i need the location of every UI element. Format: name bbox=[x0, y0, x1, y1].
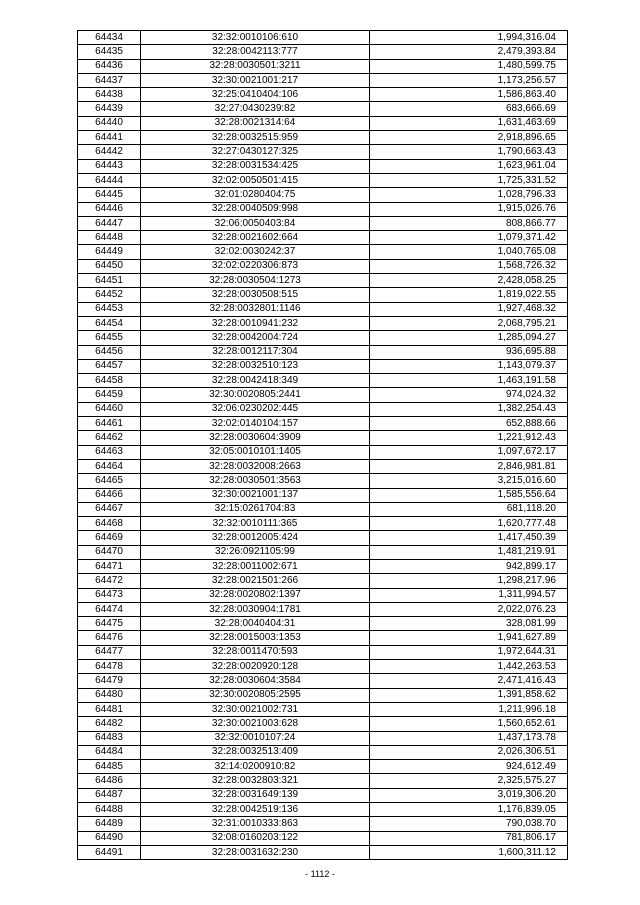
amount-cell: 1,211,996.18 bbox=[370, 702, 568, 716]
amount-cell: 1,586,863.40 bbox=[370, 88, 568, 102]
amount-cell: 2,428,058.25 bbox=[370, 274, 568, 288]
amount-cell: 1,028,796.33 bbox=[370, 188, 568, 202]
data-table bbox=[77, 30, 568, 860]
table-row bbox=[78, 788, 568, 802]
table-row bbox=[78, 274, 568, 288]
amount-cell: 1,623,961.04 bbox=[370, 159, 568, 173]
cadastral-number-cell: 32:28:0010941:232 bbox=[141, 316, 370, 330]
table-row bbox=[78, 717, 568, 731]
cadastral-number-cell: 32:28:0012005:424 bbox=[141, 531, 370, 545]
cadastral-number-cell: 32:27:0430239:82 bbox=[141, 102, 370, 116]
table-row bbox=[78, 374, 568, 388]
amount-cell: 1,040,765.08 bbox=[370, 245, 568, 259]
amount-cell: 790,038.70 bbox=[370, 817, 568, 831]
table-row bbox=[78, 502, 568, 516]
row-id-cell: 64452 bbox=[78, 288, 141, 302]
row-id-cell: 64457 bbox=[78, 359, 141, 373]
row-id-cell: 64438 bbox=[78, 88, 141, 102]
cadastral-number-cell: 32:28:0042113:777 bbox=[141, 45, 370, 59]
amount-cell: 924,612.49 bbox=[370, 760, 568, 774]
amount-cell: 2,325,575.27 bbox=[370, 774, 568, 788]
amount-cell: 1,972,644.31 bbox=[370, 645, 568, 659]
row-id-cell: 64475 bbox=[78, 617, 141, 631]
row-id-cell: 64471 bbox=[78, 559, 141, 573]
row-id-cell: 64481 bbox=[78, 702, 141, 716]
amount-cell: 2,022,076.23 bbox=[370, 602, 568, 616]
amount-cell: 1,097,672.17 bbox=[370, 445, 568, 459]
table-row bbox=[78, 188, 568, 202]
cadastral-number-cell: 32:02:0030242:37 bbox=[141, 245, 370, 259]
row-id-cell: 64435 bbox=[78, 45, 141, 59]
cadastral-number-cell: 32:30:0020805:2595 bbox=[141, 688, 370, 702]
table-row bbox=[78, 145, 568, 159]
cadastral-number-cell: 32:28:0030504:1273 bbox=[141, 274, 370, 288]
table-row bbox=[78, 588, 568, 602]
table-row bbox=[78, 845, 568, 859]
cadastral-number-cell: 32:30:0020805:2441 bbox=[141, 388, 370, 402]
cadastral-number-cell: 32:28:0031534:425 bbox=[141, 159, 370, 173]
amount-cell: 1,391,858.62 bbox=[370, 688, 568, 702]
amount-cell: 781,806.17 bbox=[370, 831, 568, 845]
amount-cell: 328,081.99 bbox=[370, 617, 568, 631]
row-id-cell: 64459 bbox=[78, 388, 141, 402]
cadastral-number-cell: 32:32:0010107:24 bbox=[141, 731, 370, 745]
cadastral-number-cell: 32:26:0921105:99 bbox=[141, 545, 370, 559]
row-id-cell: 64488 bbox=[78, 803, 141, 817]
cadastral-number-cell: 32:28:0011002:671 bbox=[141, 559, 370, 573]
table-row bbox=[78, 288, 568, 302]
table-row bbox=[78, 488, 568, 502]
amount-cell: 1,311,994.57 bbox=[370, 588, 568, 602]
amount-cell: 2,479,393.84 bbox=[370, 45, 568, 59]
row-id-cell: 64486 bbox=[78, 774, 141, 788]
table-row bbox=[78, 745, 568, 759]
cadastral-number-cell: 32:28:0030501:3563 bbox=[141, 474, 370, 488]
table-row bbox=[78, 417, 568, 431]
table-row bbox=[78, 817, 568, 831]
table-row bbox=[78, 445, 568, 459]
amount-cell: 2,846,981.81 bbox=[370, 459, 568, 473]
row-id-cell: 64460 bbox=[78, 402, 141, 416]
table-row bbox=[78, 131, 568, 145]
cadastral-number-cell: 32:08:0160203:122 bbox=[141, 831, 370, 845]
cadastral-number-cell: 32:25:0410404:106 bbox=[141, 88, 370, 102]
cadastral-number-cell: 32:28:0030604:3909 bbox=[141, 431, 370, 445]
amount-cell: 1,915,026.76 bbox=[370, 202, 568, 216]
cadastral-number-cell: 32:28:0020920:128 bbox=[141, 660, 370, 674]
cadastral-number-cell: 32:28:0032515:959 bbox=[141, 131, 370, 145]
row-id-cell: 64485 bbox=[78, 760, 141, 774]
cadastral-number-cell: 32:02:0220306:873 bbox=[141, 259, 370, 273]
table-row bbox=[78, 173, 568, 187]
cadastral-number-cell: 32:28:0040509:998 bbox=[141, 202, 370, 216]
row-id-cell: 64472 bbox=[78, 574, 141, 588]
row-id-cell: 64440 bbox=[78, 116, 141, 130]
row-id-cell: 64450 bbox=[78, 259, 141, 273]
row-id-cell: 64444 bbox=[78, 173, 141, 187]
table-row bbox=[78, 559, 568, 573]
table-row bbox=[78, 231, 568, 245]
amount-cell: 1,480,599.75 bbox=[370, 59, 568, 73]
amount-cell: 1,143,079.37 bbox=[370, 359, 568, 373]
cadastral-number-cell: 32:28:0021602:664 bbox=[141, 231, 370, 245]
amount-cell: 1,442,263.53 bbox=[370, 660, 568, 674]
row-id-cell: 64445 bbox=[78, 188, 141, 202]
amount-cell: 808,866.77 bbox=[370, 216, 568, 230]
table-row bbox=[78, 531, 568, 545]
cadastral-number-cell: 32:28:0032803:321 bbox=[141, 774, 370, 788]
cadastral-number-cell: 32:28:0031632:230 bbox=[141, 845, 370, 859]
amount-cell: 2,471,416.43 bbox=[370, 674, 568, 688]
table-row bbox=[78, 245, 568, 259]
table-row bbox=[78, 388, 568, 402]
cadastral-number-cell: 32:28:0032513:409 bbox=[141, 745, 370, 759]
table-row bbox=[78, 302, 568, 316]
row-id-cell: 64442 bbox=[78, 145, 141, 159]
cadastral-number-cell: 32:14:0200910:82 bbox=[141, 760, 370, 774]
table-row bbox=[78, 760, 568, 774]
row-id-cell: 64456 bbox=[78, 345, 141, 359]
amount-cell: 1,790,663.43 bbox=[370, 145, 568, 159]
cadastral-number-cell: 32:28:0032510:123 bbox=[141, 359, 370, 373]
amount-cell: 1,560,652.61 bbox=[370, 717, 568, 731]
cadastral-number-cell: 32:32:0010111:365 bbox=[141, 517, 370, 531]
cadastral-number-cell: 32:31:0010333:863 bbox=[141, 817, 370, 831]
row-id-cell: 64473 bbox=[78, 588, 141, 602]
table-row bbox=[78, 102, 568, 116]
amount-cell: 1,221,912.43 bbox=[370, 431, 568, 445]
table-row bbox=[78, 359, 568, 373]
table-row bbox=[78, 59, 568, 73]
row-id-cell: 64434 bbox=[78, 31, 141, 45]
amount-cell: 1,382,254.43 bbox=[370, 402, 568, 416]
cadastral-number-cell: 32:30:0021001:137 bbox=[141, 488, 370, 502]
table-row bbox=[78, 545, 568, 559]
table-row bbox=[78, 803, 568, 817]
row-id-cell: 64478 bbox=[78, 660, 141, 674]
amount-cell: 1,298,217.96 bbox=[370, 574, 568, 588]
cadastral-number-cell: 32:02:0140104:157 bbox=[141, 417, 370, 431]
row-id-cell: 64462 bbox=[78, 431, 141, 445]
cadastral-number-cell: 32:28:0042418:349 bbox=[141, 374, 370, 388]
row-id-cell: 64468 bbox=[78, 517, 141, 531]
cadastral-number-cell: 32:32:0010106:610 bbox=[141, 31, 370, 45]
amount-cell: 1,631,463.69 bbox=[370, 116, 568, 130]
row-id-cell: 64484 bbox=[78, 745, 141, 759]
cadastral-number-cell: 32:28:0012117:304 bbox=[141, 345, 370, 359]
row-id-cell: 64441 bbox=[78, 131, 141, 145]
amount-cell: 1,994,316.04 bbox=[370, 31, 568, 45]
page-number: - 1112 - bbox=[305, 869, 335, 879]
cadastral-number-cell: 32:06:0230202:445 bbox=[141, 402, 370, 416]
row-id-cell: 64489 bbox=[78, 817, 141, 831]
table-row bbox=[78, 774, 568, 788]
cadastral-number-cell: 32:28:0021314:64 bbox=[141, 116, 370, 130]
amount-cell: 1,285,094.27 bbox=[370, 331, 568, 345]
row-id-cell: 64476 bbox=[78, 631, 141, 645]
amount-cell: 1,819,022.55 bbox=[370, 288, 568, 302]
table-row bbox=[78, 259, 568, 273]
cadastral-number-cell: 32:28:0011470:593 bbox=[141, 645, 370, 659]
cadastral-number-cell: 32:27:0430127:325 bbox=[141, 145, 370, 159]
amount-cell: 2,918,896.65 bbox=[370, 131, 568, 145]
cadastral-number-cell: 32:28:0030501:3211 bbox=[141, 59, 370, 73]
row-id-cell: 64479 bbox=[78, 674, 141, 688]
cadastral-number-cell: 32:30:0021002:731 bbox=[141, 702, 370, 716]
amount-cell: 683,666.69 bbox=[370, 102, 568, 116]
cadastral-number-cell: 32:28:0042004:724 bbox=[141, 331, 370, 345]
amount-cell: 2,026,306.51 bbox=[370, 745, 568, 759]
cadastral-number-cell: 32:30:0021003:628 bbox=[141, 717, 370, 731]
table-row bbox=[78, 459, 568, 473]
row-id-cell: 64451 bbox=[78, 274, 141, 288]
amount-cell: 942,899.17 bbox=[370, 559, 568, 573]
table-row bbox=[78, 702, 568, 716]
amount-cell: 2,068,795.21 bbox=[370, 316, 568, 330]
table-body bbox=[78, 31, 568, 860]
amount-cell: 1,585,556.64 bbox=[370, 488, 568, 502]
cadastral-number-cell: 32:02:0050501:415 bbox=[141, 173, 370, 187]
row-id-cell: 64463 bbox=[78, 445, 141, 459]
cadastral-number-cell: 32:28:0032801:1146 bbox=[141, 302, 370, 316]
amount-cell: 1,600,311.12 bbox=[370, 845, 568, 859]
row-id-cell: 64490 bbox=[78, 831, 141, 845]
row-id-cell: 64458 bbox=[78, 374, 141, 388]
cadastral-number-cell: 32:28:0020802:1397 bbox=[141, 588, 370, 602]
amount-cell: 1,481,219.91 bbox=[370, 545, 568, 559]
table-row bbox=[78, 31, 568, 45]
table-row bbox=[78, 831, 568, 845]
row-id-cell: 64443 bbox=[78, 159, 141, 173]
table-row bbox=[78, 345, 568, 359]
amount-cell: 3,019,306.20 bbox=[370, 788, 568, 802]
cadastral-number-cell: 32:15:0261704:83 bbox=[141, 502, 370, 516]
table-row bbox=[78, 574, 568, 588]
amount-cell: 3,215,016.60 bbox=[370, 474, 568, 488]
amount-cell: 652,888.66 bbox=[370, 417, 568, 431]
amount-cell: 1,079,371.42 bbox=[370, 231, 568, 245]
row-id-cell: 64482 bbox=[78, 717, 141, 731]
table-row bbox=[78, 216, 568, 230]
row-id-cell: 64466 bbox=[78, 488, 141, 502]
table-row bbox=[78, 688, 568, 702]
amount-cell: 1,941,627.89 bbox=[370, 631, 568, 645]
amount-cell: 1,173,256.57 bbox=[370, 73, 568, 87]
table-row bbox=[78, 631, 568, 645]
table-row bbox=[78, 645, 568, 659]
row-id-cell: 64446 bbox=[78, 202, 141, 216]
row-id-cell: 64465 bbox=[78, 474, 141, 488]
row-id-cell: 64477 bbox=[78, 645, 141, 659]
cadastral-number-cell: 32:28:0015003:1353 bbox=[141, 631, 370, 645]
table-row bbox=[78, 159, 568, 173]
amount-cell: 1,417,450.39 bbox=[370, 531, 568, 545]
row-id-cell: 64469 bbox=[78, 531, 141, 545]
row-id-cell: 64439 bbox=[78, 102, 141, 116]
row-id-cell: 64447 bbox=[78, 216, 141, 230]
table-row bbox=[78, 617, 568, 631]
row-id-cell: 64449 bbox=[78, 245, 141, 259]
row-id-cell: 64436 bbox=[78, 59, 141, 73]
table-row bbox=[78, 402, 568, 416]
row-id-cell: 64453 bbox=[78, 302, 141, 316]
table-row bbox=[78, 331, 568, 345]
cadastral-number-cell: 32:01:0280404:75 bbox=[141, 188, 370, 202]
amount-cell: 1,927,468.32 bbox=[370, 302, 568, 316]
amount-cell: 1,437,173.78 bbox=[370, 731, 568, 745]
table-row bbox=[78, 88, 568, 102]
row-id-cell: 64455 bbox=[78, 331, 141, 345]
cadastral-number-cell: 32:28:0042519:136 bbox=[141, 803, 370, 817]
amount-cell: 1,568,726.32 bbox=[370, 259, 568, 273]
table-row bbox=[78, 602, 568, 616]
row-id-cell: 64454 bbox=[78, 316, 141, 330]
cadastral-number-cell: 32:05:0010101:1405 bbox=[141, 445, 370, 459]
row-id-cell: 64464 bbox=[78, 459, 141, 473]
table-row bbox=[78, 660, 568, 674]
row-id-cell: 64487 bbox=[78, 788, 141, 802]
amount-cell: 936,695.88 bbox=[370, 345, 568, 359]
row-id-cell: 64474 bbox=[78, 602, 141, 616]
row-id-cell: 64448 bbox=[78, 231, 141, 245]
cadastral-number-cell: 32:28:0030904:1781 bbox=[141, 602, 370, 616]
row-id-cell: 64437 bbox=[78, 73, 141, 87]
table-row bbox=[78, 474, 568, 488]
row-id-cell: 64467 bbox=[78, 502, 141, 516]
table-row bbox=[78, 431, 568, 445]
amount-cell: 681,118.20 bbox=[370, 502, 568, 516]
amount-cell: 974,024.32 bbox=[370, 388, 568, 402]
table-row bbox=[78, 45, 568, 59]
cadastral-number-cell: 32:28:0040404:31 bbox=[141, 617, 370, 631]
cadastral-number-cell: 32:28:0021501:266 bbox=[141, 574, 370, 588]
table-row bbox=[78, 517, 568, 531]
cadastral-number-cell: 32:30:0021001:217 bbox=[141, 73, 370, 87]
amount-cell: 1,620,777.48 bbox=[370, 517, 568, 531]
amount-cell: 1,725,331.52 bbox=[370, 173, 568, 187]
cadastral-number-cell: 32:28:0032008:2663 bbox=[141, 459, 370, 473]
row-id-cell: 64483 bbox=[78, 731, 141, 745]
table-row bbox=[78, 674, 568, 688]
row-id-cell: 64470 bbox=[78, 545, 141, 559]
row-id-cell: 64491 bbox=[78, 845, 141, 859]
table-row bbox=[78, 73, 568, 87]
cadastral-number-cell: 32:28:0031649:139 bbox=[141, 788, 370, 802]
table-row bbox=[78, 116, 568, 130]
table-row bbox=[78, 316, 568, 330]
table-row bbox=[78, 202, 568, 216]
cadastral-number-cell: 32:28:0030604:3584 bbox=[141, 674, 370, 688]
row-id-cell: 64480 bbox=[78, 688, 141, 702]
amount-cell: 1,176,839.05 bbox=[370, 803, 568, 817]
amount-cell: 1,463,191.58 bbox=[370, 374, 568, 388]
cadastral-number-cell: 32:28:0030508:515 bbox=[141, 288, 370, 302]
cadastral-number-cell: 32:06:0050403:84 bbox=[141, 216, 370, 230]
table-row bbox=[78, 731, 568, 745]
row-id-cell: 64461 bbox=[78, 417, 141, 431]
